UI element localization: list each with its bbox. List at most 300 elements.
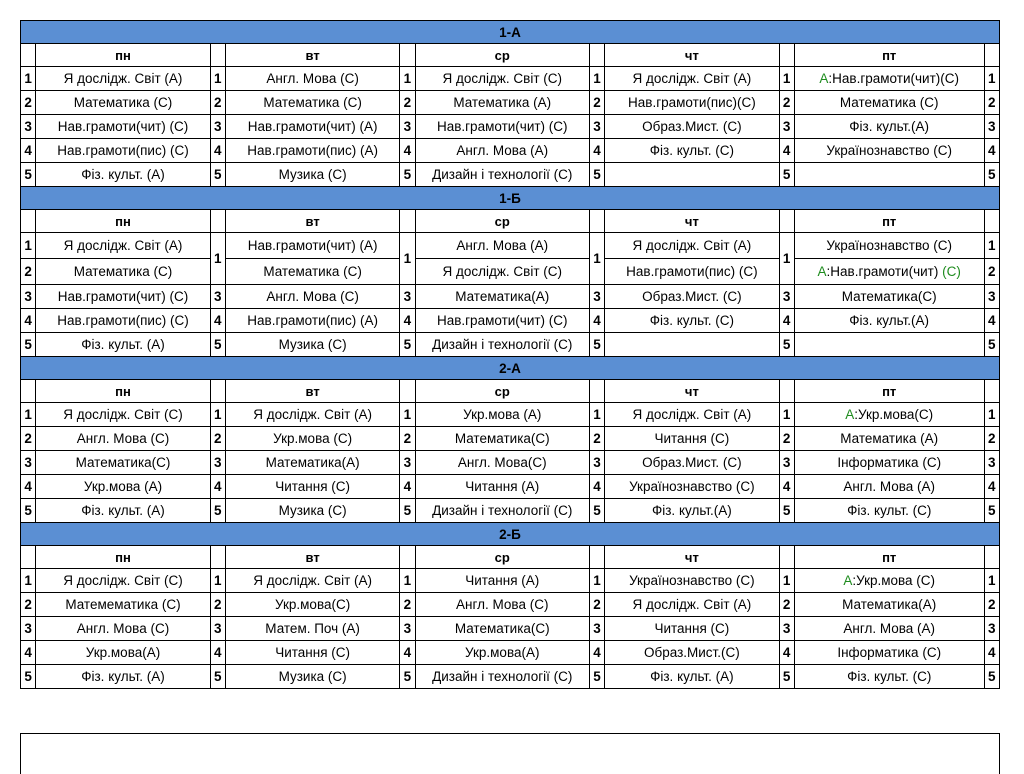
lesson-number: 5: [210, 499, 225, 523]
lesson-text: Українознавство (С): [629, 479, 755, 494]
lesson-cell: [794, 403, 984, 427]
lesson-text: Нав.грамоти(пис) (С): [57, 313, 189, 328]
lesson-text: Фіз. культ.(А): [651, 503, 732, 518]
lesson-cell: [605, 499, 779, 523]
lesson-cell: [605, 451, 779, 475]
lesson-cell: [36, 333, 210, 357]
lesson-number: 1: [210, 403, 225, 427]
lesson-number: 3: [984, 285, 1000, 309]
lesson-cell: [415, 569, 589, 593]
lesson-cell: [226, 569, 400, 593]
lesson-text: Я дослідж. Світ (С): [63, 407, 183, 422]
lesson-text: Фіз. культ. (А): [81, 669, 165, 684]
spacer-cell: [400, 380, 415, 403]
lesson-cell: [226, 233, 400, 259]
lesson-text: Музика (С): [278, 669, 347, 684]
day-header: пт: [794, 380, 984, 403]
lesson-number: 2: [21, 91, 36, 115]
lesson-cell: [605, 139, 779, 163]
lesson-text: Англ. Мова (С): [266, 71, 359, 86]
day-header: вт: [226, 210, 400, 233]
lesson-cell: [226, 451, 400, 475]
spacer-cell: [210, 44, 225, 67]
lesson-text: Англ. Мова (А): [843, 479, 936, 494]
lesson-text: Матем. Поч (А): [265, 621, 360, 636]
lesson-cell: [605, 163, 779, 187]
lesson-cell: [36, 641, 210, 665]
lesson-number: 2: [984, 593, 1000, 617]
lesson-text: Математика(А): [265, 455, 360, 470]
lesson-number: 5: [589, 665, 604, 689]
lesson-text: Фіз. культ. (С): [847, 503, 932, 518]
lesson-text: Укр.мова (А): [83, 479, 163, 494]
lesson-text: Англ. Мова (С): [76, 431, 170, 446]
lesson-cell: [36, 499, 210, 523]
lesson-text: Я дослідж. Світ (С): [63, 573, 183, 588]
lesson-number: 4: [400, 475, 415, 499]
lesson-text: Читання (С): [654, 621, 730, 636]
lesson-cell: [605, 285, 779, 309]
lesson-cell: [794, 139, 984, 163]
lesson-number: 1: [400, 569, 415, 593]
lesson-text: Нав.грамоти(чит) (С): [436, 119, 568, 134]
lesson-cell: [226, 617, 400, 641]
lesson-text: Укр.мова(А): [465, 645, 540, 660]
lesson-cell: [36, 259, 210, 285]
lesson-text: Англ. Мова(С): [457, 455, 547, 470]
lesson-cell: [794, 309, 984, 333]
lesson-text: Математика (С): [73, 264, 173, 279]
lesson-number: 2: [210, 593, 225, 617]
spacer-cell: [400, 546, 415, 569]
lesson-number: 2: [400, 427, 415, 451]
lesson-text: Математика (А): [840, 431, 939, 446]
lesson-cell: [415, 309, 589, 333]
lesson-number: 4: [210, 475, 225, 499]
lesson-cell: [794, 285, 984, 309]
group-marker: А: [845, 407, 855, 422]
lesson-number: 4: [589, 139, 604, 163]
lesson-number: 1: [779, 569, 794, 593]
class-header: 1-Б: [21, 187, 1000, 210]
lesson-number: 1: [779, 67, 794, 91]
lesson-number: 5: [779, 499, 794, 523]
lesson-text: Дизайн і технології (С): [432, 503, 573, 518]
spacer-cell: [589, 380, 604, 403]
spacer-cell: [400, 44, 415, 67]
lesson-text: Математика (С): [73, 95, 173, 110]
day-header: пт: [794, 546, 984, 569]
lesson-cell: [605, 91, 779, 115]
lesson-number: 5: [210, 665, 225, 689]
spacer-cell: [779, 210, 794, 233]
spacer-cell: [984, 44, 1000, 67]
lesson-number: 3: [210, 115, 225, 139]
lesson-text: Дизайн і технології (С): [432, 167, 573, 182]
lesson-cell: [794, 475, 984, 499]
day-header: чт: [605, 210, 779, 233]
lesson-number: 1: [210, 67, 225, 91]
lesson-number: 5: [984, 163, 1000, 187]
lesson-text: Математика(С): [454, 621, 550, 636]
day-header: вт: [226, 44, 400, 67]
lesson-text: Образ.Мист. (С): [642, 455, 742, 470]
lesson-cell: [36, 285, 210, 309]
lesson-number: 1: [400, 233, 415, 285]
lesson-number: 2: [984, 91, 1000, 115]
lesson-cell: [226, 499, 400, 523]
lesson-number: 2: [779, 593, 794, 617]
lesson-number: 4: [589, 475, 604, 499]
lesson-text: Українознавство (С): [826, 143, 952, 158]
lesson-number: 5: [779, 333, 794, 357]
lesson-text: Я дослідж. Світ (А): [632, 71, 752, 86]
lesson-cell: [605, 233, 779, 259]
lesson-cell: [794, 499, 984, 523]
lesson-number: 3: [779, 451, 794, 475]
lesson-text: Читання (С): [275, 479, 351, 494]
lesson-number: 3: [210, 285, 225, 309]
lesson-number: 5: [779, 665, 794, 689]
lesson-text: Математика (С): [263, 264, 362, 279]
lesson-number: 4: [400, 641, 415, 665]
lesson-cell: [794, 259, 984, 285]
group-marker: А: [843, 573, 853, 588]
lesson-cell: [794, 427, 984, 451]
spacer-cell: [984, 210, 1000, 233]
lesson-cell: [226, 91, 400, 115]
lesson-number: 3: [984, 451, 1000, 475]
lesson-cell: [605, 665, 779, 689]
lesson-number: 1: [589, 67, 604, 91]
lesson-text: Укр.мова (С): [273, 431, 353, 446]
lesson-text: Фіз. культ.(А): [849, 313, 930, 328]
lesson-cell: [415, 665, 589, 689]
lesson-number: 5: [779, 163, 794, 187]
lesson-number: 5: [21, 333, 36, 357]
lesson-text: Нав.грамоти(чит) (С): [57, 119, 189, 134]
lesson-number: 2: [984, 259, 1000, 285]
lesson-number: 3: [210, 617, 225, 641]
lesson-number: 5: [984, 499, 1000, 523]
day-header: чт: [605, 380, 779, 403]
lesson-cell: [36, 427, 210, 451]
spacer-cell: [779, 546, 794, 569]
lesson-cell: [794, 641, 984, 665]
class-header: 2-А: [21, 357, 1000, 380]
lesson-text: Фіз. культ. (А): [81, 167, 165, 182]
group-marker: (С): [942, 264, 961, 279]
lesson-cell: [415, 475, 589, 499]
lesson-cell: [36, 309, 210, 333]
lesson-number: 1: [21, 233, 36, 259]
spacer-cell: [21, 210, 36, 233]
lesson-number: 4: [984, 475, 1000, 499]
lesson-cell: [226, 665, 400, 689]
lesson-number: 4: [21, 641, 36, 665]
notes-area: [20, 733, 1000, 774]
lesson-number: 3: [21, 617, 36, 641]
lesson-number: 2: [589, 593, 604, 617]
lesson-number: 3: [400, 285, 415, 309]
timetable: [20, 20, 1000, 689]
lesson-number: 3: [400, 617, 415, 641]
spacer-cell: [779, 44, 794, 67]
lesson-number: 2: [400, 593, 415, 617]
lesson-number: 5: [400, 665, 415, 689]
lesson-number: 5: [400, 333, 415, 357]
lesson-cell: [415, 641, 589, 665]
lesson-text: Дизайн і технології (С): [432, 669, 573, 684]
lesson-text: Я дослідж. Світ (С): [442, 264, 563, 279]
lesson-cell: [415, 163, 589, 187]
lesson-text: Читання (А): [465, 573, 540, 588]
lesson-number: 5: [589, 499, 604, 523]
lesson-number: 3: [21, 451, 36, 475]
lesson-cell: [415, 617, 589, 641]
lesson-number: 1: [589, 233, 604, 285]
lesson-text: Читання (А): [465, 479, 540, 494]
lesson-number: 5: [21, 163, 36, 187]
lesson-text: Англ. Мова (А): [456, 143, 549, 158]
lesson-cell: [226, 259, 400, 285]
lesson-number: 4: [984, 641, 1000, 665]
lesson-number: 5: [984, 665, 1000, 689]
lesson-number: 1: [21, 403, 36, 427]
lesson-cell: [794, 617, 984, 641]
lesson-text: Фіз. культ. (С): [649, 313, 734, 328]
lesson-cell: [794, 665, 984, 689]
lesson-cell: [226, 333, 400, 357]
lesson-text: Фіз. культ. (А): [650, 669, 734, 684]
lesson-number: 4: [779, 475, 794, 499]
lesson-cell: [415, 115, 589, 139]
lesson-text: Нав.грамоти(пис) (С): [57, 143, 189, 158]
lesson-cell: [36, 617, 210, 641]
lesson-text: Образ.Мист. (С): [642, 119, 742, 134]
lesson-number: 5: [984, 333, 1000, 357]
lesson-cell: [226, 309, 400, 333]
lesson-text: Математика (С): [263, 95, 362, 110]
lesson-text: Математика(С): [75, 455, 171, 470]
lesson-cell: [36, 569, 210, 593]
lesson-number: 3: [400, 451, 415, 475]
lesson-cell: [794, 333, 984, 357]
spacer-cell: [400, 210, 415, 233]
lesson-cell: [794, 163, 984, 187]
lesson-number: 2: [400, 91, 415, 115]
lesson-number: 3: [21, 115, 36, 139]
lesson-text: Нав.грамоти(пис) (А): [247, 143, 378, 158]
day-header: вт: [226, 380, 400, 403]
lesson-text: Фіз. культ.(А): [849, 119, 930, 134]
lesson-cell: [794, 233, 984, 259]
spacer-cell: [210, 380, 225, 403]
lesson-number: 4: [984, 309, 1000, 333]
day-header: ср: [415, 210, 589, 233]
lesson-cell: [415, 91, 589, 115]
spacer-cell: [984, 546, 1000, 569]
lesson-cell: [605, 569, 779, 593]
lesson-cell: [794, 451, 984, 475]
lesson-number: 4: [589, 309, 604, 333]
lesson-number: 1: [400, 67, 415, 91]
lesson-text: Укр.мова (А): [463, 407, 542, 422]
lesson-cell: [36, 91, 210, 115]
lesson-number: 4: [984, 139, 1000, 163]
lesson-cell: [415, 451, 589, 475]
lesson-text: Я дослідж. Світ (А): [632, 238, 752, 253]
lesson-number: 1: [984, 569, 1000, 593]
lesson-text: Читання (С): [654, 431, 730, 446]
lesson-number: 2: [589, 91, 604, 115]
lesson-number: 3: [589, 617, 604, 641]
lesson-text: Математика (С): [839, 95, 939, 110]
lesson-cell: [36, 139, 210, 163]
lesson-cell: [226, 67, 400, 91]
lesson-cell: [36, 115, 210, 139]
lesson-number: 5: [210, 333, 225, 357]
lesson-cell: [415, 233, 589, 259]
lesson-text: :Нав.грамоти(чит): [826, 264, 943, 279]
lesson-cell: [415, 285, 589, 309]
lesson-number: 4: [779, 139, 794, 163]
lesson-number: 2: [779, 91, 794, 115]
lesson-text: Нав.грамоти(пис) (А): [247, 313, 378, 328]
lesson-number: 5: [400, 499, 415, 523]
lesson-cell: [415, 593, 589, 617]
lesson-number: 4: [210, 139, 225, 163]
lesson-cell: [226, 139, 400, 163]
lesson-number: 3: [984, 617, 1000, 641]
lesson-text: Фіз. культ. (А): [81, 503, 165, 518]
lesson-cell: [226, 163, 400, 187]
day-header: пн: [36, 210, 210, 233]
spacer-cell: [984, 380, 1000, 403]
lesson-number: 1: [589, 403, 604, 427]
lesson-text: Читання (С): [275, 645, 351, 660]
lesson-number: 1: [400, 403, 415, 427]
lesson-text: Нав.грамоти(чит) (С): [436, 313, 568, 328]
day-header: пн: [36, 380, 210, 403]
lesson-number: 3: [400, 115, 415, 139]
lesson-cell: [415, 333, 589, 357]
lesson-text: Нав.грамоти(чит) (С): [57, 289, 189, 304]
lesson-text: Я дослідж. Світ (А): [63, 71, 183, 86]
class-header: 1-А: [21, 21, 1000, 44]
lesson-number: 2: [589, 427, 604, 451]
spacer-cell: [21, 380, 36, 403]
lesson-number: 3: [589, 115, 604, 139]
day-header: ср: [415, 380, 589, 403]
lesson-text: Англ. Мова (А): [843, 621, 936, 636]
lesson-text: Англ. Мова (С): [266, 289, 359, 304]
lesson-text: Укр.мова(А): [85, 645, 161, 660]
lesson-number: 1: [984, 233, 1000, 259]
lesson-text: Я дослідж. Світ (С): [442, 71, 563, 86]
lesson-cell: [36, 475, 210, 499]
lesson-text: Нав.грамоти(пис) (С): [626, 264, 758, 279]
lesson-number: 4: [21, 139, 36, 163]
lesson-number: 4: [21, 309, 36, 333]
lesson-text: Фіз. культ. (С): [847, 669, 932, 684]
lesson-cell: [794, 115, 984, 139]
lesson-cell: [605, 475, 779, 499]
lesson-text: Я дослідж. Світ (А): [632, 597, 752, 612]
lesson-text: Українознавство (С): [629, 573, 755, 588]
lesson-text: Фіз. культ. (А): [81, 337, 165, 352]
lesson-text: Матемематика (С): [65, 597, 181, 612]
lesson-number: 1: [984, 403, 1000, 427]
lesson-number: 1: [589, 569, 604, 593]
spacer-cell: [589, 44, 604, 67]
lesson-cell: [226, 403, 400, 427]
lesson-number: 5: [589, 163, 604, 187]
lesson-number: 4: [779, 641, 794, 665]
lesson-cell: [605, 641, 779, 665]
lesson-cell: [415, 427, 589, 451]
lesson-number: 3: [589, 451, 604, 475]
timetable-sheet: [20, 20, 1000, 689]
spacer-cell: [589, 210, 604, 233]
day-header: чт: [605, 546, 779, 569]
lesson-number: 4: [779, 309, 794, 333]
lesson-cell: [415, 67, 589, 91]
lesson-number: 4: [589, 641, 604, 665]
lesson-text: :Нав.грамоти(чит)(С): [828, 71, 959, 86]
group-marker: А: [817, 264, 827, 279]
spacer-cell: [21, 546, 36, 569]
lesson-cell: [605, 617, 779, 641]
lesson-cell: [605, 259, 779, 285]
spacer-cell: [21, 44, 36, 67]
lesson-cell: [226, 593, 400, 617]
day-header: чт: [605, 44, 779, 67]
lesson-number: 1: [210, 569, 225, 593]
lesson-cell: [605, 427, 779, 451]
lesson-text: Математика(С): [841, 289, 937, 304]
lesson-text: Інформатика (С): [837, 645, 942, 660]
lesson-number: 2: [21, 259, 36, 285]
lesson-cell: [605, 309, 779, 333]
lesson-cell: [36, 403, 210, 427]
lesson-cell: [605, 115, 779, 139]
lesson-number: 3: [779, 617, 794, 641]
lesson-number: 2: [210, 91, 225, 115]
lesson-text: Англ. Мова (С): [456, 597, 549, 612]
lesson-text: Англ. Мова (С): [76, 621, 170, 636]
lesson-number: 4: [210, 641, 225, 665]
lesson-number: 4: [210, 309, 225, 333]
lesson-text: Я дослідж. Світ (А): [632, 407, 752, 422]
lesson-cell: [794, 593, 984, 617]
group-marker: А: [819, 71, 829, 86]
spacer-cell: [210, 546, 225, 569]
lesson-cell: [415, 259, 589, 285]
day-header: ср: [415, 44, 589, 67]
lesson-text: Фіз. культ. (С): [649, 143, 734, 158]
lesson-cell: [605, 593, 779, 617]
lesson-cell: [226, 641, 400, 665]
lesson-cell: [226, 115, 400, 139]
lesson-text: Математика (А): [453, 95, 552, 110]
lesson-cell: [605, 333, 779, 357]
lesson-text: Образ.Мист. (С): [642, 289, 742, 304]
lesson-number: 3: [779, 285, 794, 309]
lesson-text: Англ. Мова (А): [456, 238, 549, 253]
spacer-cell: [589, 546, 604, 569]
lesson-text: Образ.Мист.(С): [643, 645, 740, 660]
